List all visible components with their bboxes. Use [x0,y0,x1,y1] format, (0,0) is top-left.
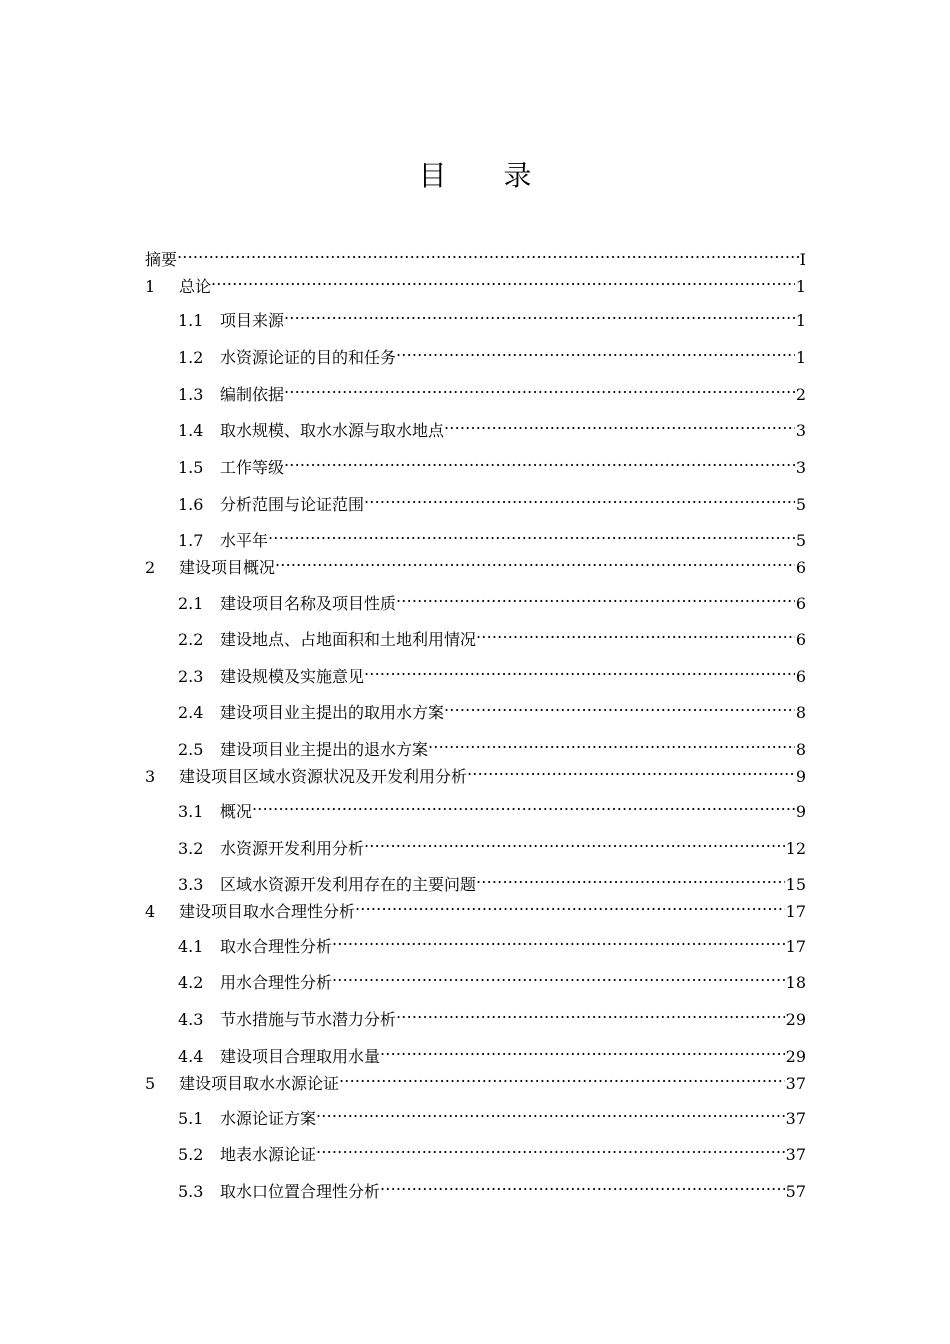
toc-entry-abstract[interactable] [145,243,806,271]
toc-entry-label: 建设项目名称及项目性质 [220,594,397,613]
toc-leader-dots [396,341,795,363]
toc-leader-dots [284,451,795,473]
toc-page-number: 17 [785,902,806,921]
toc-leader-dots [396,587,795,609]
toc-section-2-5[interactable] [178,733,806,761]
toc-leader-dots [355,895,785,917]
toc-leader-dots [380,1040,785,1062]
toc-leader-dots [444,696,795,718]
toc-page-number: 18 [785,973,806,992]
toc-page-number: 2 [795,385,806,404]
toc-chapter-3[interactable] [145,760,806,788]
toc-leader-dots [396,1003,785,1025]
toc-leader-dots [284,378,795,400]
toc-section-3-3[interactable] [178,868,806,896]
toc-leader-dots [364,660,795,682]
toc-section-5-1[interactable] [178,1102,806,1130]
toc-section-number: 5.3 [178,1182,204,1201]
toc-page-number: 29 [785,1010,806,1029]
toc-entry-label: 建设项目业主提出的退水方案 [220,740,429,759]
toc-leader-dots [364,488,795,510]
toc-section-1-2[interactable] [178,341,806,369]
toc-entry-label: 水源论证方案 [220,1109,317,1128]
toc-entry-label: 总论 [179,277,212,296]
toc-section-3-2[interactable] [178,832,806,860]
toc-entry-label: 水平年 [220,531,269,550]
toc-leader-dots [316,1138,785,1160]
toc-section-2-1[interactable] [178,587,806,615]
toc-entry-label: 节水措施与节水潜力分析 [220,1010,397,1029]
toc-entry-label: 建设项目取水合理性分析 [179,902,356,921]
toc-section-number: 1.2 [178,348,204,367]
toc-chapter-number: 2 [145,558,156,577]
toc-section-1-1[interactable] [178,304,806,332]
toc-chapter-2[interactable] [145,551,806,579]
toc-section-5-3[interactable] [178,1175,806,1203]
toc-page-number: 37 [785,1109,806,1128]
toc-chapter-number: 4 [145,902,156,921]
toc-chapter-number: 3 [145,767,156,786]
toc-leader-dots [177,243,799,265]
toc-entry-label: 建设项目取水水源论证 [179,1074,340,1093]
toc-leader-dots [252,795,795,817]
toc-section-1-4[interactable] [178,414,806,442]
toc-leader-dots [275,551,795,573]
toc-leader-dots [284,304,795,326]
toc-entry-label: 建设项目概况 [179,558,276,577]
toc-entry-label: 水资源开发利用分析 [220,839,365,858]
toc-chapter-number: 5 [145,1074,156,1093]
toc-page-number: 57 [785,1182,806,1201]
toc-section-2-4[interactable] [178,696,806,724]
toc-chapter-number: 1 [145,277,156,296]
toc-section-number: 1.3 [178,385,204,404]
toc-entry-label: 摘要 [145,250,178,269]
toc-section-number: 4.3 [178,1010,204,1029]
toc-entry-label: 用水合理性分析 [220,973,333,992]
toc-page-number: 9 [795,802,806,821]
toc-section-number: 2.1 [178,594,204,613]
toc-section-number: 1.4 [178,421,204,440]
toc-entry-label: 地表水源论证 [220,1145,317,1164]
toc-leader-dots [268,524,795,546]
toc-entry-label: 建设地点、占地面积和土地利用情况 [220,630,477,649]
toc-chapter-1[interactable] [145,270,806,298]
toc-page-number: 5 [795,531,806,550]
toc-page-number: 37 [785,1074,806,1093]
toc-section-1-7[interactable] [178,524,806,552]
toc-leader-dots [476,623,795,645]
toc-page-number: 29 [785,1047,806,1066]
toc-page-number: 37 [785,1145,806,1164]
toc-page-number: Ⅰ [799,250,806,269]
toc-section-4-3[interactable] [178,1003,806,1031]
toc-section-number: 4.2 [178,973,204,992]
toc-section-4-2[interactable] [178,966,806,994]
toc-section-2-2[interactable] [178,623,806,651]
toc-leader-dots [332,930,785,952]
toc-page-number: 3 [795,458,806,477]
toc-entry-label: 建设规模及实施意见 [220,667,365,686]
toc-section-number: 5.2 [178,1145,204,1164]
toc-section-number: 2.2 [178,630,204,649]
toc-entry-label: 取水规模、取水水源与取水地点 [220,421,445,440]
toc-page-number: 15 [785,875,806,894]
toc-page-number: 12 [785,839,806,858]
toc-page-number: 1 [795,277,806,296]
toc-section-number: 2.5 [178,740,204,759]
toc-section-1-3[interactable] [178,378,806,406]
toc-section-number: 4.1 [178,937,204,956]
toc-section-number: 3.1 [178,802,204,821]
toc-section-number: 1.1 [178,311,204,330]
toc-section-4-1[interactable] [178,930,806,958]
toc-page-number: 3 [795,421,806,440]
toc-page-number: 6 [795,667,806,686]
toc-page-number: 6 [795,630,806,649]
toc-section-number: 3.2 [178,839,204,858]
toc-page-number: 6 [795,594,806,613]
toc-section-number: 1.7 [178,531,204,550]
toc-section-number: 5.1 [178,1109,204,1128]
toc-section-4-4[interactable] [178,1040,806,1068]
toc-entry-label: 概况 [220,802,253,821]
toc-entry-label: 分析范围与论证范围 [220,495,365,514]
toc-section-2-3[interactable] [178,660,806,688]
toc-leader-dots [211,270,795,292]
toc-section-number: 1.6 [178,495,204,514]
toc-page-number: 9 [795,767,806,786]
toc-entry-label: 工作等级 [220,458,285,477]
toc-page-number: 17 [785,937,806,956]
toc-entry-label: 取水口位置合理性分析 [220,1182,381,1201]
toc-page-number: 1 [795,311,806,330]
toc-page-number: 5 [795,495,806,514]
toc-entry-label: 建设项目合理取用水量 [220,1047,381,1066]
toc-leader-dots [428,733,795,755]
toc-leader-dots [332,966,785,988]
toc-section-number: 2.4 [178,703,204,722]
toc-leader-dots [339,1067,785,1089]
toc-section-number: 2.3 [178,667,204,686]
toc-entry-label: 取水合理性分析 [220,937,333,956]
toc-leader-dots [380,1175,785,1197]
toc-section-5-2[interactable] [178,1138,806,1166]
toc-chapter-4[interactable] [145,895,806,923]
toc-entry-label: 水资源论证的目的和任务 [220,348,397,367]
toc-page-number: 6 [795,558,806,577]
toc-page-number: 8 [795,703,806,722]
toc-page-number: 8 [795,740,806,759]
toc-entry-label: 编制依据 [220,385,285,404]
toc-leader-dots [444,414,795,436]
toc-entry-label: 建设项目业主提出的取用水方案 [220,703,445,722]
toc-entry-label: 建设项目区域水资源状况及开发利用分析 [179,767,468,786]
toc-leader-dots [476,868,785,890]
page-title: 目 录 [418,159,556,192]
toc-section-number: 3.3 [178,875,204,894]
toc-leader-dots [364,832,785,854]
toc-page-number: 1 [795,348,806,367]
toc-section-number: 4.4 [178,1047,204,1066]
toc-entry-label: 项目来源 [220,311,285,330]
toc-section-3-1[interactable] [178,795,806,823]
toc-section-1-5[interactable] [178,451,806,479]
toc-chapter-5[interactable] [145,1067,806,1095]
toc-section-1-6[interactable] [178,488,806,516]
toc-entry-label: 区域水资源开发利用存在的主要问题 [220,875,477,894]
toc-leader-dots [467,760,795,782]
toc-section-number: 1.5 [178,458,204,477]
toc-leader-dots [316,1102,785,1124]
